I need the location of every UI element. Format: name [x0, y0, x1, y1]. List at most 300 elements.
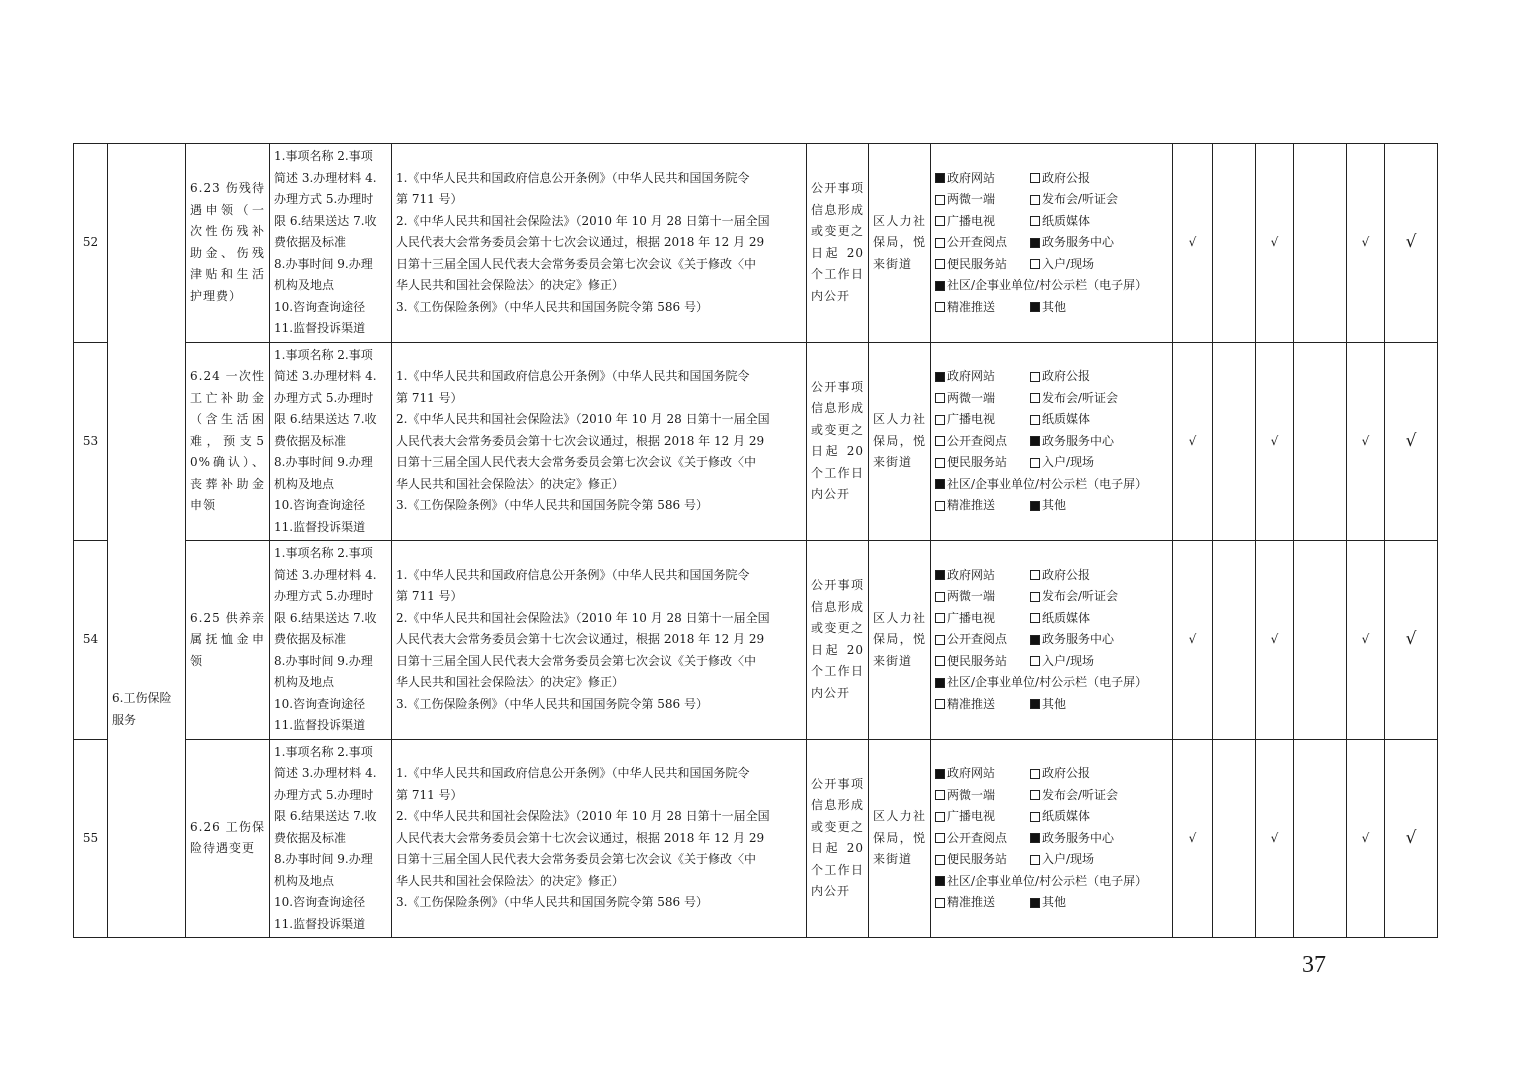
text-line: 限 6.结果送达 7.收: [274, 213, 377, 228]
check-cell: [1213, 144, 1256, 343]
text-line: 限 6.结果送达 7.收: [274, 412, 377, 426]
channel-label: 发布会/听证会: [1042, 192, 1119, 206]
channel-option: [1030, 409, 1090, 431]
channel-row: [935, 232, 1168, 254]
channel-option: [1030, 366, 1090, 388]
text-line: 人民代表大会常务委员会第十七次会议通过，根据 2018 年 12 月 29: [396, 235, 765, 249]
channel-label: 纸质媒体: [1042, 213, 1091, 228]
disclosure-subject: 区人力社保局，悦来街道: [869, 739, 931, 938]
check-cell: √: [1385, 541, 1438, 740]
text-line: 办理方式 5.办理时: [274, 390, 374, 405]
check-cell: √: [1385, 739, 1438, 938]
disclosure-content: [270, 144, 392, 343]
channel-row: [935, 254, 1168, 276]
channel-option: [935, 651, 1030, 673]
channel-label: 公开查阅点: [947, 235, 1008, 249]
unchecked-box-icon: [935, 436, 945, 446]
channel-option: [1030, 806, 1090, 828]
text-line: 2.《中华人民共和国社会保险法》（2010 年 10 月 28 日第十一届全国: [396, 412, 770, 426]
channel-option: [935, 409, 1030, 431]
channel-label: 广播电视: [947, 213, 996, 228]
check-cell: [1294, 541, 1347, 740]
channel-label: 便民服务站: [947, 256, 1008, 271]
channel-option: [935, 211, 1030, 233]
channel-row: [935, 388, 1168, 410]
unchecked-box-icon: [1030, 812, 1040, 822]
category-cell: 6.工伤保险服务: [108, 144, 186, 938]
text-line: 第 711 号）: [396, 390, 463, 405]
row-number: 55: [74, 739, 108, 938]
unchecked-box-icon: [1030, 570, 1040, 580]
channel-label: 社区/企事业单位/村公示栏（电子屏）: [947, 873, 1148, 888]
channel-option: [1030, 565, 1090, 587]
text-line: 简述 3.办理材料 4.: [274, 369, 377, 383]
text-line: 1.事项名称 2.事项: [274, 744, 373, 759]
channel-row: [935, 189, 1168, 211]
channel-label: 纸质媒体: [1042, 610, 1091, 625]
text-line: 限 6.结果送达 7.收: [274, 809, 377, 823]
check-cell: [1294, 342, 1347, 541]
disclosure-basis: [392, 739, 807, 938]
text-line: 2.《中华人民共和国社会保险法》（2010 年 10 月 28 日第十一届全国: [396, 809, 770, 823]
check-cell: [1213, 739, 1256, 938]
checked-box-icon: [1030, 238, 1040, 248]
channel-row: [935, 275, 1168, 297]
channel-option: [935, 763, 1030, 785]
text-line: 3.《工伤保险条例》（中华人民共和国国务院令第 586 号）: [396, 299, 708, 314]
text-line: 11.监督投诉渠道: [274, 321, 366, 335]
table-row: [74, 541, 1438, 740]
channel-label: 政府公报: [1042, 369, 1091, 383]
disclosure-table: [73, 143, 1438, 938]
unchecked-box-icon: [935, 898, 945, 908]
channel-row: [935, 763, 1168, 785]
checked-box-icon: [935, 678, 945, 688]
text-line: 1.《中华人民共和国政府信息公开条例》（中华人民共和国国务院令: [396, 567, 750, 582]
text-line: 日第十三届全国人民代表大会常务委员会第七次会议《关于修改〈中: [396, 653, 757, 668]
channel-row: [935, 608, 1168, 630]
disclosure-time: 公开事项信息形成或变更之日起 20 个工作日内公开: [807, 739, 869, 938]
channel-row: [935, 452, 1168, 474]
item-name: 6.24 一次性工亡补助金（含生活困难，预支50%确认）、丧葬补助金申领: [186, 342, 270, 541]
table-row: [74, 144, 1438, 343]
checked-box-icon: [935, 876, 945, 886]
text-line: 办理方式 5.办理时: [274, 192, 374, 206]
text-line: 第 711 号）: [396, 192, 463, 206]
channel-option: [935, 452, 1030, 474]
disclosure-channels: [931, 739, 1173, 938]
disclosure-basis: [392, 541, 807, 740]
text-line: 费依据及标准: [274, 830, 347, 845]
text-line: 日第十三届全国人民代表大会常务委员会第七次会议《关于修改〈中: [396, 852, 757, 866]
channel-option: [1030, 168, 1090, 190]
channel-label: 精准推送: [947, 498, 996, 512]
checked-box-icon: [935, 281, 945, 291]
table-body: [74, 144, 1438, 938]
text-line: 11.监督投诉渠道: [274, 916, 366, 931]
channel-label: 入户/现场: [1042, 653, 1095, 668]
text-line: 10.咨询查询途径: [274, 299, 366, 314]
channel-option: [1030, 608, 1090, 630]
channel-option: [935, 806, 1030, 828]
channel-option: [935, 168, 1030, 190]
checked-box-icon: [935, 570, 945, 580]
channel-label: 入户/现场: [1042, 852, 1095, 866]
check-cell: √: [1173, 541, 1213, 740]
unchecked-box-icon: [935, 592, 945, 602]
text-line: 简述 3.办理材料 4.: [274, 170, 377, 185]
unchecked-box-icon: [1030, 769, 1040, 779]
unchecked-box-icon: [935, 699, 945, 709]
disclosure-content: [270, 541, 392, 740]
channel-option: [1030, 785, 1118, 807]
unchecked-box-icon: [935, 855, 945, 865]
channel-row: [935, 892, 1168, 914]
channel-option: [935, 608, 1030, 630]
check-cell: √: [1385, 144, 1438, 343]
channel-label: 公开查阅点: [947, 433, 1008, 448]
channel-option: [1030, 211, 1090, 233]
channel-label: 政务服务中心: [1042, 830, 1115, 845]
unchecked-box-icon: [1030, 195, 1040, 205]
channel-label: 两微一端: [947, 390, 996, 405]
check-cell: √: [1256, 541, 1294, 740]
channel-row: [935, 849, 1168, 871]
text-line: 8.办事时间 9.办理: [274, 256, 373, 271]
disclosure-subject: 区人力社保局，悦来街道: [869, 541, 931, 740]
channel-option: [1030, 586, 1118, 608]
disclosure-content: [270, 342, 392, 541]
channel-label: 政务服务中心: [1042, 433, 1115, 448]
text-line: 3.《工伤保险条例》（中华人民共和国国务院令第 586 号）: [396, 498, 708, 512]
text-line: 1.《中华人民共和国政府信息公开条例》（中华人民共和国国务院令: [396, 369, 750, 383]
text-line: 简述 3.办理材料 4.: [274, 567, 377, 582]
check-cell: √: [1256, 144, 1294, 343]
text-line: 11.监督投诉渠道: [274, 718, 366, 732]
text-line: 机构及地点: [274, 675, 335, 689]
channel-option: [1030, 189, 1118, 211]
channel-option: [935, 232, 1030, 254]
channel-option: [1030, 254, 1094, 276]
checked-box-icon: [1030, 436, 1040, 446]
channel-label: 政府公报: [1042, 766, 1091, 780]
text-line: 3.《工伤保险条例》（中华人民共和国国务院令第 586 号）: [396, 895, 708, 909]
channel-option: [935, 388, 1030, 410]
channel-row: [935, 431, 1168, 453]
disclosure-subject: 区人力社保局，悦来街道: [869, 342, 931, 541]
channel-option: [935, 565, 1030, 587]
unchecked-box-icon: [1030, 173, 1040, 183]
channel-row: [935, 806, 1168, 828]
channel-label: 社区/企事业单位/村公示栏（电子屏）: [947, 675, 1148, 689]
unchecked-box-icon: [935, 259, 945, 269]
disclosure-basis: [392, 144, 807, 343]
table-row: [74, 739, 1438, 938]
disclosure-channels: [931, 541, 1173, 740]
text-line: 8.办事时间 9.办理: [274, 653, 373, 668]
channel-label: 纸质媒体: [1042, 809, 1091, 823]
text-line: 机构及地点: [274, 278, 335, 292]
unchecked-box-icon: [1030, 458, 1040, 468]
text-line: 第 711 号）: [396, 787, 463, 802]
channel-label: 公开查阅点: [947, 830, 1008, 845]
channel-label: 发布会/听证会: [1042, 589, 1119, 603]
channel-option: [935, 892, 1030, 914]
channel-option: [935, 629, 1030, 651]
text-line: 华人民共和国社会保险法〉的决定》修正）: [396, 476, 625, 491]
item-name: 6.23 伤残待遇申领（一次性伤残补助金、伤残津贴和生活护理费）: [186, 144, 270, 343]
table-row: [74, 342, 1438, 541]
channel-option: [1030, 892, 1066, 914]
channel-label: 两微一端: [947, 192, 996, 206]
checked-box-icon: [1030, 635, 1040, 645]
channel-label: 纸质媒体: [1042, 412, 1091, 426]
unchecked-box-icon: [935, 302, 945, 312]
unchecked-box-icon: [935, 238, 945, 248]
channel-label: 政府网站: [947, 369, 996, 383]
channel-row: [935, 297, 1168, 319]
channel-label: 政府公报: [1042, 567, 1091, 582]
channel-row: [935, 409, 1168, 431]
channel-row: [935, 828, 1168, 850]
check-cell: [1294, 739, 1347, 938]
text-line: 费依据及标准: [274, 433, 347, 448]
channel-option: [1030, 629, 1114, 651]
channel-label: 入户/现场: [1042, 256, 1095, 271]
channel-option: [935, 871, 1147, 893]
check-cell: √: [1347, 342, 1385, 541]
disclosure-channels: [931, 144, 1173, 343]
unchecked-box-icon: [935, 613, 945, 623]
text-line: 日第十三届全国人民代表大会常务委员会第七次会议《关于修改〈中: [396, 256, 757, 271]
channel-row: [935, 785, 1168, 807]
channel-label: 发布会/听证会: [1042, 787, 1119, 802]
text-line: 日第十三届全国人民代表大会常务委员会第七次会议《关于修改〈中: [396, 455, 757, 469]
channel-option: [935, 254, 1030, 276]
text-line: 机构及地点: [274, 476, 335, 491]
channel-option: [935, 694, 1030, 716]
channel-option: [1030, 495, 1066, 517]
channel-option: [935, 297, 1030, 319]
channel-label: 广播电视: [947, 809, 996, 823]
channel-label: 入户/现场: [1042, 455, 1095, 469]
channel-label: 便民服务站: [947, 653, 1008, 668]
channel-label: 便民服务站: [947, 455, 1008, 469]
unchecked-box-icon: [935, 195, 945, 205]
unchecked-box-icon: [935, 812, 945, 822]
text-line: 费依据及标准: [274, 235, 347, 249]
text-line: 8.办事时间 9.办理: [274, 852, 373, 866]
text-line: 1.《中华人民共和国政府信息公开条例》（中华人民共和国国务院令: [396, 766, 750, 780]
unchecked-box-icon: [1030, 613, 1040, 623]
text-line: 3.《工伤保险条例》（中华人民共和国国务院令第 586 号）: [396, 696, 708, 711]
channel-option: [935, 849, 1030, 871]
unchecked-box-icon: [1030, 592, 1040, 602]
check-cell: √: [1347, 739, 1385, 938]
unchecked-box-icon: [1030, 259, 1040, 269]
text-line: 费依据及标准: [274, 632, 347, 646]
channel-option: [1030, 828, 1114, 850]
text-line: 人民代表大会常务委员会第十七次会议通过，根据 2018 年 12 月 29: [396, 830, 765, 845]
check-cell: [1213, 342, 1256, 541]
channel-label: 发布会/听证会: [1042, 390, 1119, 405]
text-line: 1.事项名称 2.事项: [274, 347, 373, 362]
channel-row: [935, 495, 1168, 517]
disclosure-time: 公开事项信息形成或变更之日起 20 个工作日内公开: [807, 144, 869, 343]
check-cell: √: [1347, 541, 1385, 740]
channel-row: [935, 366, 1168, 388]
channel-option: [935, 275, 1147, 297]
text-line: 简述 3.办理材料 4.: [274, 766, 377, 780]
disclosure-channels: [931, 342, 1173, 541]
text-line: 1.事项名称 2.事项: [274, 149, 373, 163]
disclosure-basis: [392, 342, 807, 541]
text-line: 限 6.结果送达 7.收: [274, 610, 377, 625]
text-line: 2.《中华人民共和国社会保险法》（2010 年 10 月 28 日第十一届全国: [396, 213, 770, 228]
checked-box-icon: [935, 372, 945, 382]
text-line: 10.咨询查询途径: [274, 498, 366, 512]
channel-label: 社区/企事业单位/村公示栏（电子屏）: [947, 278, 1148, 292]
row-number: 52: [74, 144, 108, 343]
channel-label: 政务服务中心: [1042, 235, 1115, 249]
checked-box-icon: [1030, 699, 1040, 709]
checked-box-icon: [935, 173, 945, 183]
unchecked-box-icon: [935, 216, 945, 226]
row-number: 53: [74, 342, 108, 541]
channel-label: 广播电视: [947, 610, 996, 625]
channel-label: 广播电视: [947, 412, 996, 426]
channel-row: [935, 211, 1168, 233]
channel-option: [1030, 763, 1090, 785]
unchecked-box-icon: [1030, 372, 1040, 382]
text-line: 11.监督投诉渠道: [274, 519, 366, 534]
text-line: 人民代表大会常务委员会第十七次会议通过，根据 2018 年 12 月 29: [396, 632, 765, 646]
channel-option: [935, 189, 1030, 211]
unchecked-box-icon: [935, 501, 945, 511]
channel-option: [1030, 694, 1066, 716]
text-line: 第 711 号）: [396, 589, 463, 603]
unchecked-box-icon: [1030, 790, 1040, 800]
checked-box-icon: [1030, 302, 1040, 312]
text-line: 10.咨询查询途径: [274, 895, 366, 909]
row-number: 54: [74, 541, 108, 740]
check-cell: √: [1173, 144, 1213, 343]
checked-box-icon: [1030, 833, 1040, 843]
channel-label: 政务服务中心: [1042, 632, 1115, 646]
page-number: 37: [1302, 952, 1326, 978]
channel-label: 政府公报: [1042, 170, 1091, 185]
check-cell: √: [1347, 144, 1385, 343]
text-line: 办理方式 5.办理时: [274, 589, 374, 603]
item-name: 6.26 工伤保险待遇变更: [186, 739, 270, 938]
unchecked-box-icon: [935, 790, 945, 800]
channel-row: [935, 629, 1168, 651]
channel-label: 公开查阅点: [947, 632, 1008, 646]
channel-option: [1030, 431, 1114, 453]
unchecked-box-icon: [1030, 393, 1040, 403]
check-cell: √: [1385, 342, 1438, 541]
text-line: 2.《中华人民共和国社会保险法》（2010 年 10 月 28 日第十一届全国: [396, 610, 770, 625]
check-cell: [1294, 144, 1347, 343]
check-cell: √: [1173, 739, 1213, 938]
unchecked-box-icon: [1030, 855, 1040, 865]
channel-option: [1030, 297, 1066, 319]
disclosure-time: 公开事项信息形成或变更之日起 20 个工作日内公开: [807, 342, 869, 541]
text-line: 华人民共和国社会保险法〉的决定》修正）: [396, 873, 625, 888]
channel-label: 精准推送: [947, 696, 996, 711]
channel-option: [935, 672, 1147, 694]
unchecked-box-icon: [935, 656, 945, 666]
channel-label: 政府网站: [947, 567, 996, 582]
channel-row: [935, 651, 1168, 673]
text-line: 10.咨询查询途径: [274, 696, 366, 711]
text-line: 办理方式 5.办理时: [274, 787, 374, 802]
unchecked-box-icon: [935, 393, 945, 403]
item-name: 6.25 供养亲属抚恤金申领: [186, 541, 270, 740]
channel-option: [935, 431, 1030, 453]
channel-option: [935, 366, 1030, 388]
check-cell: √: [1256, 342, 1294, 541]
channel-label: 社区/企事业单位/村公示栏（电子屏）: [947, 476, 1148, 491]
disclosure-subject: 区人力社保局，悦来街道: [869, 144, 931, 343]
unchecked-box-icon: [1030, 216, 1040, 226]
channel-label: 两微一端: [947, 589, 996, 603]
channel-option: [1030, 388, 1118, 410]
checked-box-icon: [935, 769, 945, 779]
channel-label: 政府网站: [947, 170, 996, 185]
channel-row: [935, 672, 1168, 694]
channel-row: [935, 565, 1168, 587]
channel-option: [935, 474, 1147, 496]
channel-label: 两微一端: [947, 787, 996, 802]
channel-row: [935, 694, 1168, 716]
channel-option: [935, 828, 1030, 850]
text-line: 人民代表大会常务委员会第十七次会议通过，根据 2018 年 12 月 29: [396, 433, 765, 448]
channel-option: [1030, 849, 1094, 871]
checked-box-icon: [1030, 501, 1040, 511]
text-line: 1.《中华人民共和国政府信息公开条例》（中华人民共和国国务院令: [396, 170, 750, 185]
checked-box-icon: [935, 479, 945, 489]
channel-label: 便民服务站: [947, 852, 1008, 866]
text-line: 1.事项名称 2.事项: [274, 546, 373, 560]
text-line: 机构及地点: [274, 873, 335, 888]
unchecked-box-icon: [935, 833, 945, 843]
disclosure-content: [270, 739, 392, 938]
channel-label: 精准推送: [947, 299, 996, 314]
text-line: 华人民共和国社会保险法〉的决定》修正）: [396, 278, 625, 292]
text-line: 华人民共和国社会保险法〉的决定》修正）: [396, 675, 625, 689]
unchecked-box-icon: [1030, 656, 1040, 666]
channel-row: [935, 586, 1168, 608]
channel-option: [935, 785, 1030, 807]
channel-option: [1030, 452, 1094, 474]
unchecked-box-icon: [935, 415, 945, 425]
check-cell: √: [1173, 342, 1213, 541]
checked-box-icon: [1030, 898, 1040, 908]
channel-option: [1030, 651, 1094, 673]
channel-option: [935, 586, 1030, 608]
channel-label: 其他: [1042, 895, 1067, 909]
channel-option: [935, 495, 1030, 517]
channel-row: [935, 871, 1168, 893]
channel-label: 政府网站: [947, 766, 996, 780]
text-line: 8.办事时间 9.办理: [274, 455, 373, 469]
check-cell: √: [1256, 739, 1294, 938]
channel-label: 其他: [1042, 696, 1067, 711]
channel-row: [935, 474, 1168, 496]
unchecked-box-icon: [935, 458, 945, 468]
channel-row: [935, 168, 1168, 190]
